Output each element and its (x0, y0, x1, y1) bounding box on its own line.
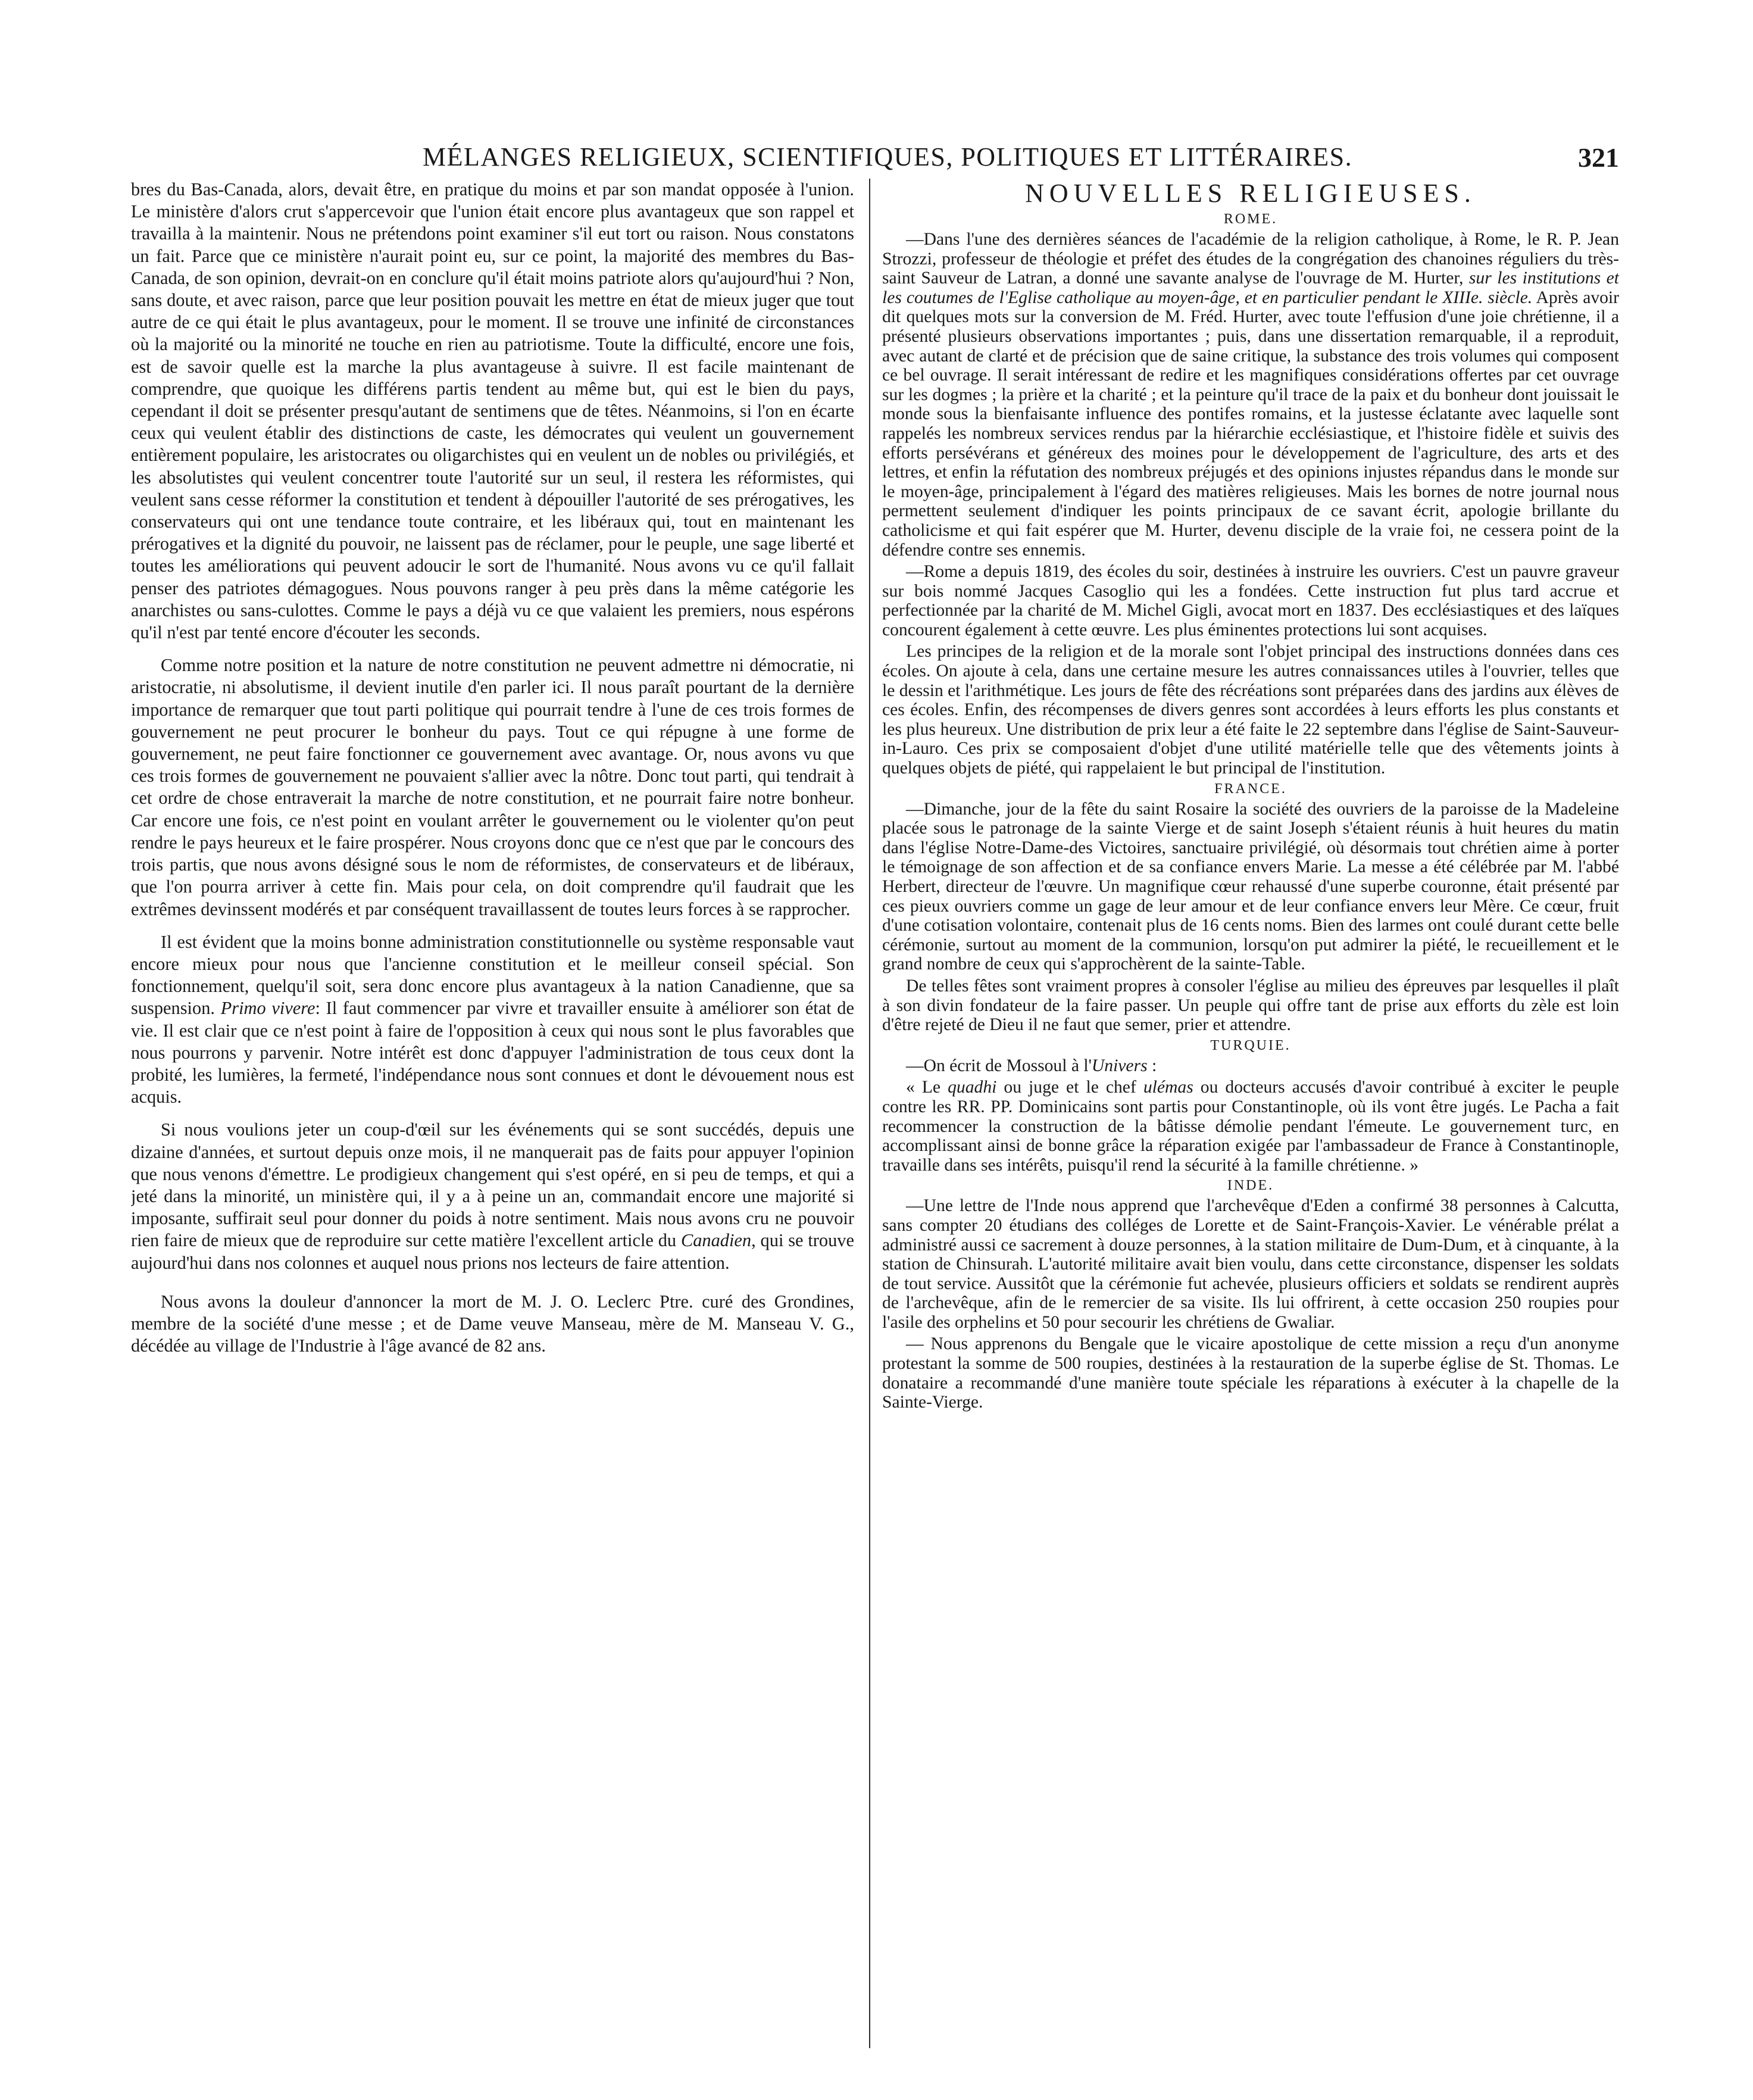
book-title: sur les institutions et les coutumes de l'Eglise catholique au moyen-âge, et en particulier pendant le XIIIe. siècle. (882, 269, 1619, 307)
subhead-inde: INDE. (1227, 1178, 1274, 1194)
text-run: : (1152, 1056, 1157, 1075)
paragraph (131, 931, 854, 1109)
news-item: — Nous apprenons du Bengale que le vicaire apostolique de cette mission a reçu d'un anonyme protestant la somme de 500 roupies, destinées à la restauration de la superbe église de St. Thomas. Le donataire a recommandé d'une manière toute spéciale les réparations à exécuter à la chapelle de la Sainte-Vierge. (882, 1334, 1619, 1412)
text-run: ou docteurs accusés d'avoir contribué à exciter le peuple contre les RR. PP. Dominicains sont partis pour Constantinople, où ils vont être jugés. Le Pacha a fait recommencer la construction de la bâtisse démolie pendant l'émeute. Le gouvernement turc, en accomplissant ainsi de bonne grâce la réparation exigée par l'ambassadeur de France à Constantinople, travaille dans ses intérêts, puisqu'il rend la sécurité à la famille chrétienne. » (882, 1078, 1619, 1175)
news-item: —Dimanche, jour de la fête du saint Rosaire la société des ouvriers de la paroisse de la Madeleine placée sous le patronage de la sainte Vierge et de saint Joseph s'étaient réunis à huit heures du matin dans l'église Notre-Dame-des Victoires, sanctuaire privilégié, où désormais tout chrétien aime à porter le témoignage de son affection et de sa confiance envers Marie. La messe a été célébrée par M. l'abbé Herbert, directeur de l'œuvre. Un magnifique cœur rehaussé d'une superbe couronne, était présenté par ces pieux ouvriers comme un gage de leur amour et de leur confiance envers leur Mère. Ce cœur, fruit d'une cotisation volontaire, contenait plus de 16 cents noms. Bien des larmes ont coulé durant cette belle cérémonie, surtout au moment de la communion, lorsqu'on put admirer la piété, le recueillement et le grand nombre de ceux qui s'approchèrent de la sainte-Table. (882, 799, 1619, 974)
news-item (882, 230, 1619, 560)
paragraph (131, 1119, 854, 1274)
news-item: —Rome a depuis 1819, des écoles du soir, destinées à instruire les ouvriers. C'est un pauvre graveur sur bois nommé Jacques Casoglio qui les a fondées. Cette instruction fut plus tard accrue et perfectionnée par la charité de M. Michel Gigli, avocat mort en 1837. Des ecclésiastiques et des laïques concourent également à cette œuvre. Les plus éminentes protections lui sont acquises. (882, 562, 1619, 639)
text-run: : Il faut commencer par vivre et travailler ensuite à améliorer son état de vie. Il est clair que ce n'est point à faire de l'opposition à ceux qui nous sont le plus favorables que nous pourrons y parvenir. Notre intérêt est donc d'appuyer l'administration de tous ceux dont la probité, les lumières, la fermeté, l'indépendance nous sont connues et dont le dévouement nous est acquis. (131, 998, 854, 1107)
section-title: NOUVELLES RELIGIEUSES. (1025, 179, 1476, 208)
left-column (131, 179, 854, 2054)
paragraph: bres du Bas-Canada, alors, devait être, en pratique du moins et par son mandat opposée à l'union. Le ministère d'alors crut s'appercevoir que l'union était encore plus avantageux que son rappel et travailla à la maintenir. Nous ne prétendons point examiner s'il eut tort ou raison. Nous constatons un fait. Parce que ce ministère n'aurait point eu, sur ce point, la majorité des membres du Bas-Canada, de son opinion, devrait-on en conclure qu'il était moins patriote alors qu'aujourd'hui ? Non, sans doute, et avec raison, parce que leur position pouvait les mettre en état de mieux juger que tout autre de ce qui était le plus avantageux, pour le moment. Il se trouve une infinité de circonstances où la majorité ou la minorité ne touche en rien au patriotisme. Toute la difficulté, encore une fois, est de savoir quelle est la marche la plus avantageuse à suivre. Il est facile maintenant de comprendre, que quoique les différens partis tendent au même but, qui est le bien du pays, cependant il doit se présenter presqu'autant de sentimens que de têtes. Néanmoins, si l'on en écarte ceux qui veulent établir des distinctions de caste, les démocrates qui veulent un gouvernement entièrement populaire, les aristocrates ou oligarchistes qui en veulent un de nobles ou privilégiés, et les absolutistes qui veulent concentrer toute l'autorité sur un seul, il restera les réformistes, qui veulent sans cesse réformer la constitution et tendent à dépouiller l'autorité de ses prérogatives, les conservateurs qui ont une tendance toute contraire, et les libéraux qui, tout en maintenant les prérogatives et la dignité du pouvoir, ne laissent pas de réclamer, pour le peuple, une sage liberté et toutes les améliorations qui peuvent adoucir le sort de l'humanité. Nous avons vu ce qu'il fallait penser des patriotes démagogues. Nous pouvons ranger à peu près dans la même catégorie les anarchistes ou sans-culottes. Comme le pays a déjà vu ce que valaient les premiers, nous espérons qu'il n'est par tenté encore d'écouter les seconds. (131, 179, 854, 643)
text-run: —On écrit de Mossoul à l' (906, 1056, 1092, 1075)
text-run: , qui se trouve aujourd'hui dans nos colonnes et auquel nous prions nos lecteurs de faire attention. (131, 1230, 854, 1273)
news-item: Les principes de la religion et de la morale sont l'objet principal des instructions données dans ces écoles. On ajoute à cela, dans une certaine mesure les autres connaissances utiles à l'ouvrier, telles que le dessin et l'arithmétique. Les jours de fête des récréations sont préparées dans des jardins aux élèves de ces écoles. Enfin, des récompenses de divers genres sont accordées à leurs efforts les plus constants et les plus heureux. Une distribution de prix leur a été faite le 22 septembre dans l'église de Saint-Sauveur-in-Lauro. Ces prix se composaient d'objet d'une utilité matérielle telle que des vêtements joints à quelques objets de piété, qui rappelaient le but principal de l'institution. (882, 642, 1619, 778)
news-item (882, 1078, 1619, 1175)
subhead-turquie: TURQUIE. (1210, 1037, 1291, 1053)
paragraph: Comme notre position et la nature de notre constitution ne peuvent admettre ni démocratie, ni aristocratie, ni absolutisme, il devient inutile d'en parler ici. Il nous paraît pourtant de la dernière importance de remarquer que tout parti politique qui pourrait tendre à l'une de ces trois formes de gouvernement ne peut procurer le bonheur du pays. Tout ce qui répugne à une forme de gouvernement, ne peut faire fonctionner ce gouvernement avec avantage. Or, nous avons vu que ces trois formes de gouvernement ne pouvaient s'allier avec la nôtre. Donc tout parti, qui tendrait à cet ordre de chose entraverait la marche de notre constitution, et ne pourrait faire notre bonheur. Car encore une fois, ce n'est point en voulant arrêter le gouvernement ou le violenter qu'on peut rendre le pays heureux et le faire prospérer. Nous croyons donc que ce n'est que par le concours des trois partis, que nous avons désigné sous le nom de réformistes, de conservateurs et de libéraux, que l'on pourra arriver à cette fin. Mais pour cela, on doit comprendre qu'il faudrait que les extrêmes devinssent modérés et par conséquent travaillassent de toutes leurs forces à se rapprocher. (131, 655, 854, 919)
article-columns (131, 179, 1619, 2054)
obituary-notice: Nous avons la douleur d'annoncer la mort de M. J. O. Leclerc Ptre. curé des Grondines, membre de la société d'une messe ; et de Dame veuve Manseau, mère de M. Manseau V. G., décédée au village de l'Industrie à l'âge avancé de 82 ans. (131, 1291, 854, 1356)
news-item: De telles fêtes sont vraiment propres à consoler l'église au milieu des épreuves par lesquelles il plaît à son divin fondateur de la faire passer. Un peuple qui offre tant de prise aux efforts du zèle est loin d'être rejeté de Dieu il ne faut que semer, prier et attendre. (882, 976, 1619, 1035)
subhead-rome: ROME. (1223, 211, 1278, 227)
text-run: ou juge et le chef (1004, 1078, 1136, 1097)
term: ulémas (1143, 1078, 1193, 1097)
running-title: MÉLANGES RELIGIEUX, SCIENTIFIQUES, POLITIQUES ET LITTÉRAIRES. (423, 142, 1353, 171)
news-item (882, 1056, 1619, 1076)
text-run: Si nous voulions jeter un coup-d'œil sur les événements qui se sont succédés, depuis une dizaine d'années, et surtout depuis onze mois, il ne manquerait pas de faits pour appuyer l'opinion que nous venons d'émettre. Le prodigieux changement qui s'est opéré, en si peu de temps, et qui a jeté dans la minorité, un ministère qui, il y a à peine un an, commandait encore une majorité si imposante, suffirait seul pour donner du poids à notre sentiment. Mais nous avons cru ne pouvoir rien faire de mieux que de reproduire sur cette matière l'excellent article du (131, 1119, 854, 1251)
newspaper-name: Univers (1091, 1056, 1148, 1075)
newspaper-name: Canadien (680, 1230, 752, 1251)
text-run: « Le (906, 1078, 941, 1097)
page-number: 321 (1578, 142, 1619, 173)
latin-phrase: Primo vivere (220, 998, 315, 1019)
term: quadhi (948, 1078, 997, 1097)
text-run: —Dans l'une des dernières séances de l'académie de la religion catholique, à Rome, le R. P. Jean Strozzi, professeur de théologie et préfet des études de la congrégation des chanoines réguliers du très-saint Sauveur de Latran, a donné une savante analyse de l'ouvrage de M. Hurter, (882, 230, 1619, 288)
column-divider (869, 179, 870, 2048)
right-column (882, 179, 1619, 2054)
subhead-france: FRANCE. (1214, 781, 1287, 797)
text-run: Il est évident que la moins bonne administration constitutionnelle ou système responsable vaut encore mieux pour nous que l'ancienne constitution et le meilleur conseil spécial. Son fonctionnement, quelqu'il soit, sera donc encore plus avantageux à la nation Canadienne, que sa suspension. (131, 931, 854, 1019)
news-item: —Une lettre de l'Inde nous apprend que l'archevêque d'Eden a confirmé 38 personnes à Calcutta, sans compter 20 étudians des colléges de Lorette et de Saint-François-Xavier. Le vénérable prélat a administré aussi ce sacrement à douze personnes, à la station militaire de Dum-Dum, et à cinquante, à la station de Chinsurah. L'autorité militaire avait bien voulu, dans cette circonstance, dispenser les soldats de tout service. Aussitôt que la cérémonie fut achevée, plusieurs officiers et soldats se rendirent auprès de l'archevêque, afin de le remercier de sa visite. Ils lui offrirent, à cette occasion 250 roupies pour l'asile des orphelins et 50 pour secourir les chrétiens de Gwaliar. (882, 1196, 1619, 1332)
text-run: Après avoir dit quelques mots sur la conversion de M. Fréd. Hurter, avec toute l'effusion d'une joie chrétienne, il a présenté plusieurs observations importantes ; puis, dans une dissertation remarquable, il a reproduit, avec autant de clarté et de précision que de saine critique, la substance des trois volumes qui composent ce bel ouvrage. Il serait intéressant de redire et les magnifiques considérations offertes par cet ouvrage sur les dogmes ; la prière et la charité ; et la peinture qu'il trace de la paix et du bonheur dont jouissait le monde sous la bienfaisante influence des pontifes romains, et la justesse éclatante avec laquelle sont rappelés les nombreux services rendus par la hiérarchie ecclésiastique, et l'histoire fidèle et suivis des efforts persévérans et généreux des moines pour le développement de l'agriculture, des arts et des lettres, et enfin la réfutation des nombreux préjugés et des opinions injustes répandus dans le monde sur le moyen-âge, principalement à l'égard des matières religieuses. Mais les bornes de notre journal nous permettent seulement d'indiquer les points principaux de ce savant écrit, apologie brillante du catholicisme et qui fait espérer que M. Hurter, devenu disciple de la vraie foi, ne cessera point de la défendre contre ses ennemis. (882, 288, 1619, 560)
page-header (131, 142, 1619, 177)
